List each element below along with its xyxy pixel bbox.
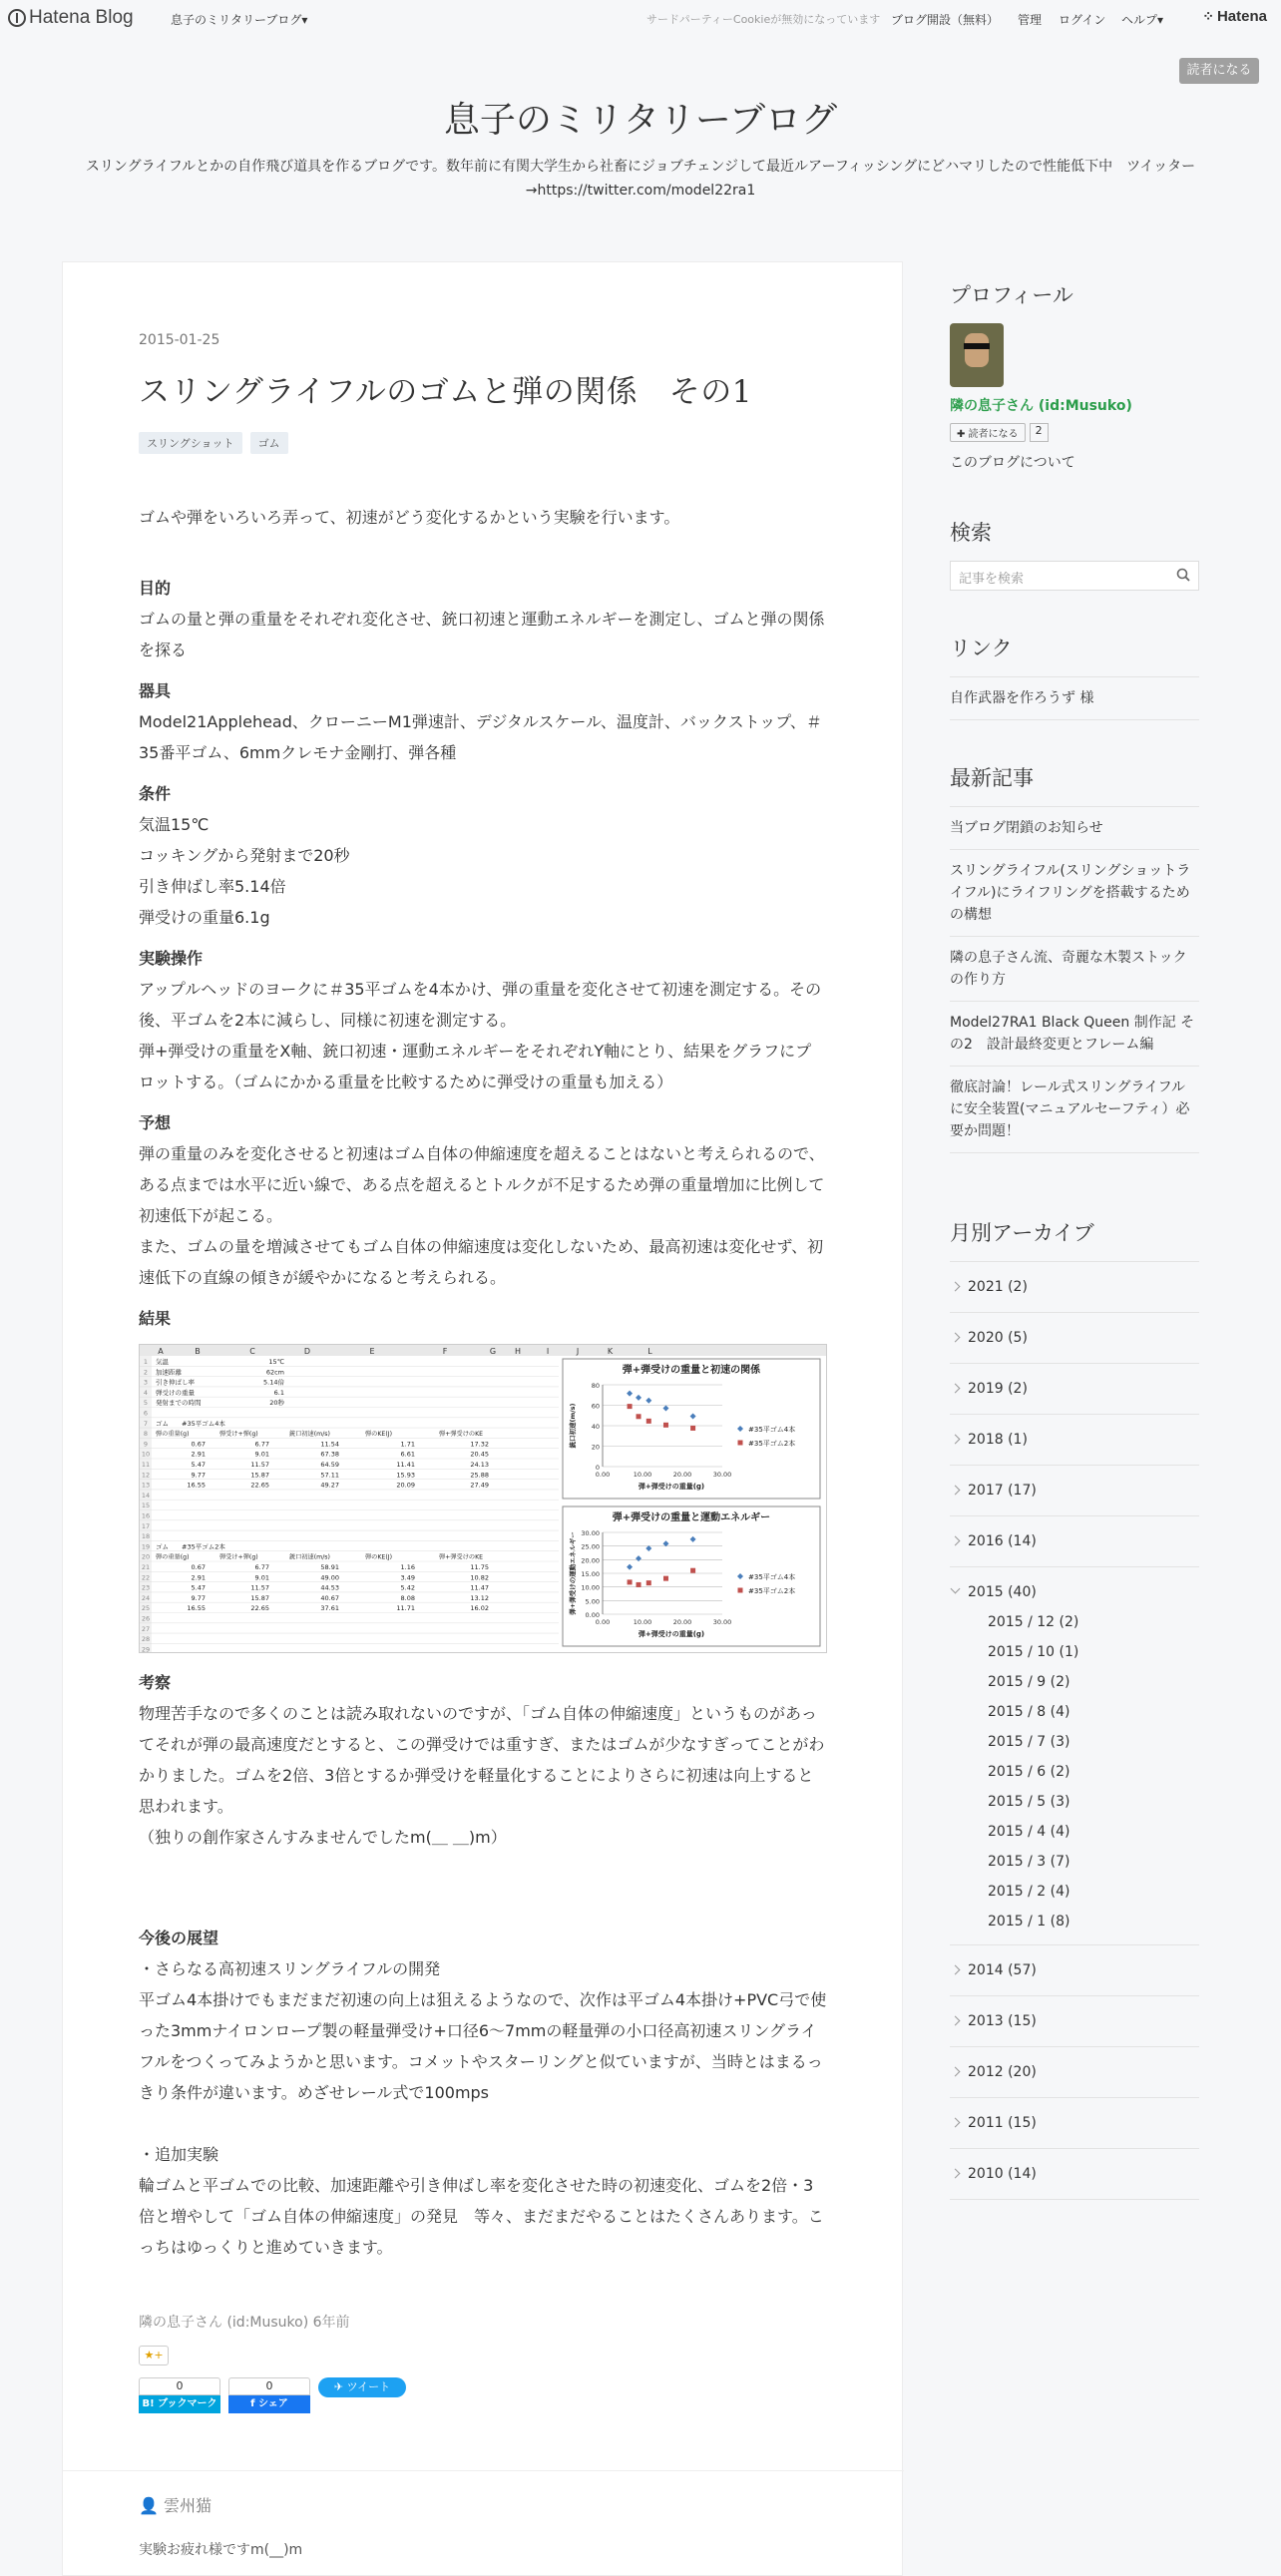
sheet-cell: 5.42 (400, 1583, 415, 1592)
tools-text: Model21Applehead、クローニーM1弾速計、デジタルスケール、温度計、バックストップ、＃35番平ゴム、6mmクレモナ金剛打、弾各種 (139, 712, 822, 762)
links-module (950, 633, 1199, 720)
sheet-cell: 37.61 (320, 1604, 339, 1613)
discussion-text: 物理苦手なので多くのことは読み取れないのですが、「ゴム自体の伸縮速度」というものがあってそれが弾の最高速度だとすると、この弾受けでは重すぎ、またはゴムが少なすぎってことがわかりました。ゴムを2倍、3倍とするか弾受けを軽量化することによりさらに初速は向上すると思われます。 (139, 1704, 825, 1816)
chart-x-tick: 10.00 (633, 1471, 652, 1479)
condition-line: 気温15℃ (139, 815, 210, 834)
sheet-cell: 気温 (156, 1358, 169, 1366)
recent-entry-link[interactable]: スリングライフル(スリングショットライフル)にライフリングを搭載するための構想 (950, 850, 1199, 937)
recent-heading: 最新記事 (950, 766, 1034, 790)
sheet-cell: 13.12 (470, 1593, 489, 1602)
sheet-cell: 6.77 (254, 1563, 269, 1571)
chart-point (663, 1576, 668, 1581)
sheet-header-cell: 弾のKE(J) (365, 1553, 392, 1561)
chart-y-label: 銃口初速(m/s) (569, 1403, 577, 1449)
entry-title[interactable]: スリングライフルのゴムと弾の関係 その1 (139, 374, 753, 410)
chart-y-label: 弾+弾受けの運動エネルギー (569, 1531, 577, 1615)
archive-year[interactable]: 2013 (15) (950, 1996, 1199, 2047)
future-item-title: ・追加実験 (139, 2145, 219, 2164)
sheet-header-cell: 弾+弾受けのKE (439, 1431, 484, 1439)
chart-y-tick: 30.00 (581, 1529, 600, 1537)
blog-description: スリングライフルとかの自作飛び道具を作るブログです。数年前に有関大学生から社畜にジョブチェンジして最近ルアーフィッシングにどハマリしたので性能低下中 ツイッター→https://twitter.com/model22ra1 (85, 159, 1196, 199)
future-item-title: ・さらなる高初速スリングライフルの開発 (139, 1959, 441, 1978)
procedure-text: 弾+弾受けの重量をX軸、銃口初速・運動エネルギーをそれぞれY軸にとり、結果をグラフにプロットする。（ゴムにかかる重量を比較するために弾受けの重量も加える） (139, 1042, 812, 1091)
hatena-logo-icon (8, 9, 26, 27)
chart-x-tick: 0.00 (595, 1471, 611, 1479)
sheet-column-label: K (607, 1347, 614, 1356)
chart-y-tick: 5.00 (585, 1597, 600, 1606)
chart-x-tick: 20.00 (672, 1471, 692, 1479)
entry-body (139, 502, 827, 2263)
archive-month[interactable]: 2015 / 10 (1) (988, 1644, 1079, 1660)
purpose-text: ゴムの量と弾の重量をそれぞれ変化させ、銃口初速と運動エネルギーを測定し、ゴムと弾の関係を探る (139, 610, 825, 659)
archive-year[interactable]: 2010 (14) (950, 2149, 1199, 2200)
sheet-cell: 2.91 (191, 1573, 206, 1582)
sheet-cell: 6.61 (400, 1450, 415, 1459)
sheet-cell: 62cm (265, 1368, 284, 1377)
hatena-blog-logo[interactable]: Hatena Blog (8, 7, 134, 29)
sheet-block-title: ゴム #35平ゴム2本 (156, 1542, 225, 1551)
sheet-column-label: E (369, 1347, 375, 1356)
heading-purpose: 目的 (139, 579, 172, 598)
archive-month[interactable]: 2015 / 4 (4) (988, 1824, 1070, 1840)
legend-label: #35平ゴム2本 (748, 1587, 796, 1595)
entry-date[interactable]: 2015-01-25 (139, 332, 220, 348)
sheet-column-label: I (546, 1347, 550, 1356)
archive-year[interactable]: 2012 (20) (950, 2047, 1199, 2098)
sheet-header-cell: 銃口初速(m/s) (289, 1431, 330, 1439)
tweet-button[interactable]: ✈ ツイート (318, 2377, 406, 2413)
legend-label: #35平ゴム4本 (748, 1426, 796, 1434)
intro-text: ゴムや弾をいろいろ弄って、初速がどう変化するかという実験を行います。 (139, 508, 680, 527)
archive-year[interactable]: 2017 (17) (950, 1466, 1199, 1516)
sheet-cell: 5.47 (191, 1461, 206, 1469)
chart-y-tick: 60 (591, 1402, 600, 1411)
sheet-header-cell: 銃口初速(m/s) (289, 1553, 330, 1561)
recent-entry-link[interactable]: Model27RA1 Black Queen 制作記 その2 設計最終変更とフレーム編 (950, 1002, 1199, 1067)
sheet-cell: 20.45 (470, 1450, 489, 1459)
sheet-cell: 11.57 (250, 1461, 269, 1469)
discussion-text: （独りの創作家さんすみませんでしたm(＿ ＿)m） (139, 1828, 507, 1847)
sheet-header-cell: 弾受け+弾(g) (219, 1553, 258, 1561)
chart-y-tick: 10.00 (581, 1583, 600, 1592)
sheet-cell: 11.75 (470, 1563, 489, 1571)
chart-y-tick: 25.00 (581, 1542, 600, 1551)
search-icon[interactable] (1176, 568, 1190, 582)
chart-y-tick: 15.00 (581, 1570, 600, 1578)
archive-year[interactable]: 2018 (1) (950, 1415, 1199, 1466)
archive-month[interactable]: 2015 / 5 (3) (988, 1794, 1070, 1810)
chart-x-tick: 0.00 (595, 1618, 611, 1626)
procedure-text: アップルヘッドのヨークに＃35平ゴムを4本かけ、弾の重量を変化させて初速を測定する。その後、平ゴムを2本に減らし、同様に初速を測定する。 (139, 980, 822, 1030)
search-input[interactable]: 記事を検索 (950, 561, 1199, 591)
sheet-cell: 2.91 (191, 1450, 206, 1459)
sheet-cell: 27.49 (470, 1481, 489, 1490)
sheet-cell: 9.01 (254, 1573, 269, 1582)
facebook-share-button[interactable]: 0 f シェア (228, 2377, 310, 2413)
sheet-cell: 引き伸ばし率 (156, 1378, 195, 1387)
chart-y-tick: 20 (591, 1443, 600, 1452)
prediction-text: 弾の重量のみを変化させると初速はゴム自体の伸縮速度を超えることはないと考えられるので、ある点までは水平に近い線で、ある点を超えるとトルクが不足するため弾の重量増加に比例して初速低下が起こる。 (139, 1144, 825, 1225)
entry-categories (139, 432, 288, 454)
archive-month[interactable]: 2015 / 8 (4) (988, 1704, 1070, 1720)
sheet-header-cell: 弾+弾受けのKE (439, 1553, 484, 1561)
future-text: 平ゴム4本掛けでもまだまだ初速の向上は狙えるようなので、次作は平ゴム4本掛け+PVC弓で使った3mmナイロンロープ製の軽量弾受け+口径6〜7mmの軽量弾の小口径高初速スリングライフルをつくってみようかと思います。コメットやスターリングと似ていますが、当時とはまるっきり条件が違います。めざせレール式で100mps (139, 1990, 827, 2102)
chart-x-tick: 20.00 (672, 1618, 692, 1626)
chart-y-tick: 0.00 (585, 1611, 600, 1619)
archive-month[interactable]: 2015 / 9 (2) (988, 1674, 1070, 1690)
blog-menu[interactable]: 息子のミリタリーブログ▾ (171, 13, 308, 27)
sheet-cell: 16.55 (187, 1481, 206, 1490)
archive-year[interactable]: 2019 (2) (950, 1364, 1199, 1415)
sheet-cell: 17.32 (470, 1440, 489, 1449)
sheet-cell: 弾受けの重量 (156, 1388, 195, 1397)
sheet-cell: 11.54 (320, 1440, 339, 1449)
archive-module (950, 1217, 1199, 2200)
condition-line: 弾受けの重量6.1g (139, 908, 270, 927)
sheet-cell: 10.82 (470, 1573, 489, 1582)
sheet-cell: 9.01 (254, 1450, 269, 1459)
sheet-cell: 15.93 (396, 1471, 415, 1480)
sheet-cell: 11.41 (396, 1461, 415, 1469)
link-item[interactable]: 自作武器を作ろうず 様 (950, 677, 1199, 720)
sheet-column-label: H (514, 1347, 522, 1356)
sheet-column-label: A (158, 1347, 164, 1356)
archive-month[interactable]: 2015 / 1 (8) (988, 1914, 1070, 1930)
chart-point (646, 1580, 651, 1585)
sheet-row-header-bar (140, 1356, 152, 1653)
condition-line: 引き伸ばし率5.14倍 (139, 877, 286, 896)
chart-y-tick: 80 (591, 1382, 600, 1390)
recent-entry-link[interactable]: 徹底討論！レール式スリングライフルに安全装置(マニュアルセーフティ）必要か問題！ (950, 1067, 1199, 1153)
archive-month[interactable]: 2015 / 2 (4) (988, 1884, 1070, 1900)
sheet-cell: 6.77 (254, 1440, 269, 1449)
archive-month[interactable]: 2015 / 6 (2) (988, 1764, 1070, 1780)
sheet-cell: 1.71 (400, 1440, 415, 1449)
sheet-cell: 15.87 (250, 1593, 269, 1602)
chart-x-tick: 30.00 (712, 1471, 732, 1479)
login-link[interactable]: ログイン (1059, 13, 1106, 27)
sheet-cell: 加速距離 (156, 1368, 182, 1377)
heading-result: 結果 (139, 1309, 172, 1328)
sheet-cell: 発射までの時間 (156, 1399, 202, 1408)
entry-footer-author[interactable]: 隣の息子さん (id:Musuko) 6年前 (139, 2315, 350, 2331)
recent-entry-link[interactable]: 当ブログ閉鎖のお知らせ (950, 807, 1199, 850)
chart-point (637, 1582, 641, 1587)
sheet-cell: 16.55 (187, 1604, 206, 1613)
cookie-notice: サードパーティーCookieが無効になっています (646, 13, 881, 26)
sheet-cell: 15℃ (268, 1358, 284, 1366)
sheet-cell: 24.13 (470, 1461, 489, 1469)
chart-x-label: 弾+弾受けの重量(g) (638, 1483, 705, 1491)
heading-tools: 器具 (139, 681, 172, 700)
sheet-column-label: G (489, 1347, 497, 1356)
sheet-cell: 11.57 (250, 1583, 269, 1592)
archive-year[interactable]: 2015 (40) (950, 1567, 1199, 1607)
chart-point (663, 1423, 668, 1428)
sheet-cell: 1.16 (400, 1563, 415, 1571)
spreadsheet-figure (140, 1345, 827, 1653)
heading-procedure: 実験操作 (139, 949, 204, 968)
sheet-cell: 8.08 (400, 1593, 415, 1602)
archive-year[interactable]: 2021 (2) (950, 1262, 1199, 1313)
profile-name[interactable]: 隣の息子さん (id:Musuko) (950, 398, 1132, 414)
sheet-cell: 20秒 (269, 1399, 284, 1408)
archive-year[interactable]: 2020 (5) (950, 1313, 1199, 1364)
category-tag[interactable]: スリングショット (139, 432, 242, 454)
chart-x-tick: 10.00 (633, 1618, 652, 1626)
sheet-cell: 57.11 (320, 1471, 339, 1480)
profile-heading: プロフィール (950, 283, 1073, 307)
profile-module (950, 279, 1199, 472)
sheet-cell: 49.27 (320, 1481, 339, 1490)
sheet-cell: 64.59 (320, 1461, 339, 1469)
chart-point (628, 1404, 633, 1409)
prediction-text: また、ゴムの量を増減させてもゴム自体の伸縮速度は変化しないため、最高初速は変化せず、初速低下の直線の傾きが緩やかになると考えられる。 (139, 1237, 824, 1287)
recent-entry-link[interactable]: 隣の息子さん流、奇麗な木製ストックの作り方 (950, 937, 1199, 1002)
heading-conditions: 条件 (139, 784, 172, 803)
sheet-cell: 22.65 (250, 1481, 269, 1490)
archive-year-expanded (950, 1567, 1199, 1945)
archive-heading: 月別アーカイブ (950, 1221, 1094, 1245)
future-text: 輪ゴムと平ゴムでの比較、加速距離や引き伸ばし率を変化させた時の初速変化、ゴムを2倍・3倍と増やして「ゴム自体の伸縮速度」の発見 等々、まだまだやることはたくさんあります。こっちはゆっくりと進めていきます。 (139, 2176, 824, 2257)
sheet-cell: 9.77 (191, 1593, 206, 1602)
bookmark-count: 0 (139, 2377, 220, 2395)
sheet-column-header-bar (140, 1345, 827, 1356)
twitter-bird-icon: ✈ (333, 2380, 347, 2393)
sheet-header-cell: 弾の重量(g) (156, 1431, 190, 1439)
sheet-cell: 6.1 (273, 1388, 284, 1397)
legend-label: #35平ゴム2本 (748, 1440, 796, 1448)
sheet-header-cell: 弾の重量(g) (156, 1553, 190, 1561)
sheet-cell: 49.00 (320, 1573, 339, 1582)
sheet-column-label: F (442, 1347, 448, 1356)
sheet-cell: 3.49 (400, 1573, 415, 1582)
archive-month[interactable]: 2015 / 3 (7) (988, 1854, 1070, 1870)
sheet-cell: 9.77 (191, 1471, 206, 1480)
article-card (62, 261, 903, 2576)
sheet-cell: 11.71 (396, 1604, 415, 1613)
chart-point (690, 1568, 695, 1573)
chart-y-tick: 40 (591, 1423, 600, 1431)
sheet-cell: 15.87 (250, 1471, 269, 1480)
comment-text: 実験お疲れ様ですm(__)m (139, 2542, 303, 2558)
share-buttons (139, 2377, 406, 2413)
search-heading: 検索 (950, 521, 992, 545)
archive-year[interactable]: 2014 (57) (950, 1945, 1199, 1996)
result-spreadsheet-image[interactable] (139, 1344, 827, 1653)
blog-title[interactable]: 息子のミリタリーブログ (443, 100, 838, 141)
chart-point (637, 1414, 641, 1419)
sheet-cell: 44.53 (320, 1583, 339, 1592)
sheet-cell: 0.67 (191, 1440, 206, 1449)
legend-label: #35平ゴム4本 (748, 1573, 796, 1581)
sheet-column-label: J (576, 1347, 580, 1356)
sheet-cell: 22.65 (250, 1604, 269, 1613)
sidebar-subscribe-button[interactable]: ✚ 読者になる (950, 423, 1026, 442)
sheet-column-label: D (303, 1347, 311, 1356)
avatar[interactable] (950, 323, 1004, 387)
archive-month[interactable]: 2015 / 12 (2) (988, 1614, 1079, 1630)
sheet-column-label: B (195, 1347, 201, 1356)
comment-divider (63, 2470, 904, 2471)
add-star-button[interactable]: ★+ (139, 2346, 169, 2365)
recent-entries-module (950, 762, 1199, 1153)
chart-point (646, 1419, 651, 1424)
share-count: 0 (228, 2377, 310, 2395)
user-icon: 👤 (139, 2496, 159, 2515)
archive-year[interactable]: 2016 (14) (950, 1516, 1199, 1567)
comment-author[interactable]: 👤 雲州猫 (139, 2496, 213, 2515)
sheet-cell: 0.67 (191, 1563, 206, 1571)
global-header (0, 0, 1281, 36)
chart-point (628, 1579, 633, 1584)
chart-point (690, 1426, 695, 1431)
sheet-cell: 67.38 (320, 1450, 339, 1459)
sheet-block-title: ゴム #35平ゴム4本 (156, 1419, 225, 1428)
sheet-column-label: L (647, 1347, 652, 1356)
subscribe-button[interactable]: 読者になる (1179, 58, 1259, 84)
archive-year[interactable]: 2011 (15) (950, 2098, 1199, 2149)
sheet-cell: 5.47 (191, 1583, 206, 1592)
links-heading: リンク (950, 637, 1013, 660)
category-tag[interactable]: ゴム (250, 432, 288, 454)
hatena-menu[interactable]: ⁘ Hatena (1202, 8, 1267, 25)
condition-line: コッキングから発射まで20秒 (139, 846, 350, 865)
chart-y-tick: 0 (595, 1464, 600, 1472)
sheet-cell: 25.88 (470, 1471, 489, 1480)
sheet-cell: 5.14倍 (263, 1378, 284, 1387)
heading-future: 今後の展望 (139, 1929, 219, 1947)
heading-discussion: 考察 (139, 1673, 172, 1692)
archive-month[interactable]: 2015 / 7 (3) (988, 1734, 1070, 1750)
chart-title: 弾+弾受けの重量と運動エネルギー (612, 1512, 771, 1523)
chart-title: 弾+弾受けの重量と初速の関係 (622, 1365, 761, 1376)
chart-x-tick: 30.00 (712, 1618, 732, 1626)
chart-y-tick: 20.00 (581, 1556, 600, 1565)
about-blog-link[interactable]: このブログについて (950, 455, 1075, 471)
sheet-header-cell: 弾のKE(J) (365, 1431, 392, 1439)
open-blog-link[interactable]: ブログ開設（無料） (891, 13, 1000, 27)
hatena-dots-icon: ⁘ (1202, 8, 1214, 24)
hatena-bookmark-button[interactable]: 0 B! ブックマーク (139, 2377, 220, 2413)
sheet-column-label: C (249, 1347, 255, 1356)
sheet-cell: 20.09 (396, 1481, 415, 1490)
admin-link[interactable]: 管理 (1018, 13, 1043, 27)
sheet-header-cell: 弾受け+弾(g) (219, 1431, 258, 1439)
sheet-cell: 40.67 (320, 1593, 339, 1602)
legend-marker (738, 1588, 743, 1593)
help-menu[interactable]: ヘルプ▾ (1121, 13, 1164, 27)
subscriber-count[interactable]: 2 (1030, 423, 1049, 442)
chart-x-label: 弾+弾受けの重量(g) (638, 1630, 705, 1638)
sheet-cell: 11.47 (470, 1583, 489, 1592)
sheet-cell: 16.02 (470, 1604, 489, 1613)
search-module (950, 517, 1199, 591)
sheet-cell: 58.91 (320, 1563, 339, 1571)
heading-prediction: 予想 (139, 1113, 172, 1132)
legend-marker (738, 1441, 743, 1446)
